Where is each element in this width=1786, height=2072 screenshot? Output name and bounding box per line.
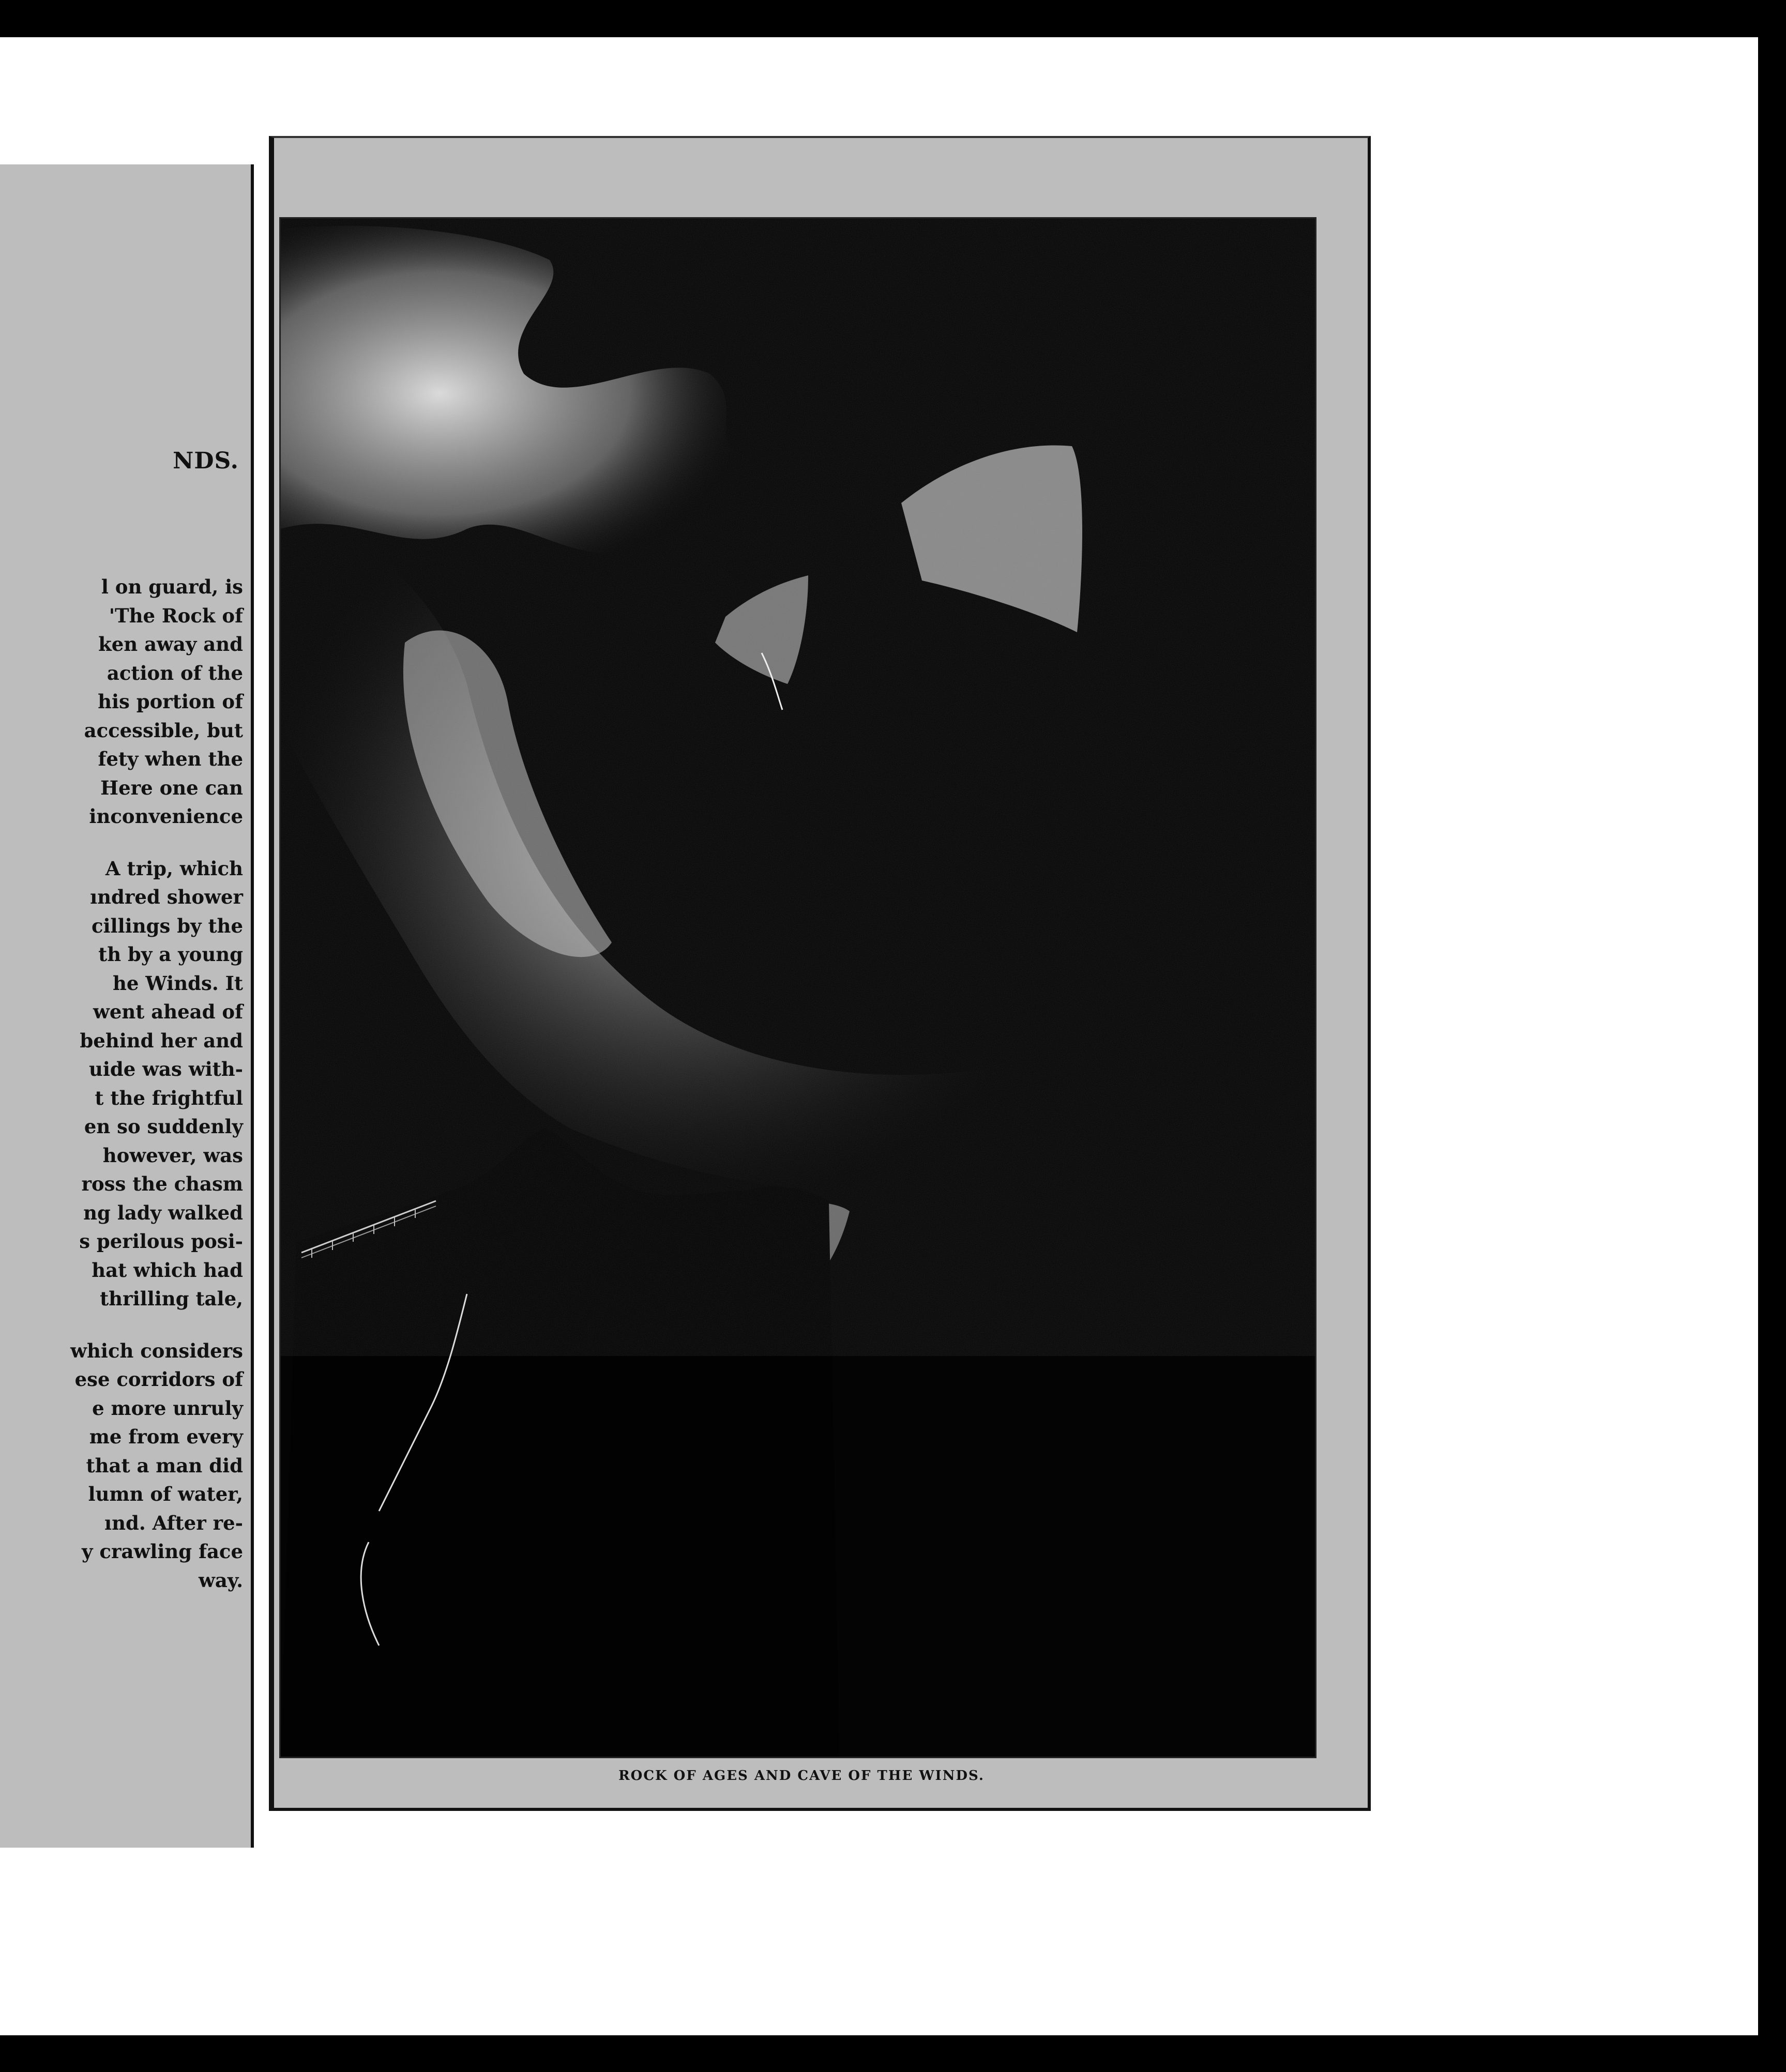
text-line: went ahead of (93, 1000, 243, 1023)
text-line: however, was (102, 1144, 243, 1167)
text-line: uide was with- (88, 1058, 243, 1080)
engraving-illustration (279, 217, 1316, 1758)
text-line: ross the chasm (81, 1172, 243, 1195)
text-line: A trip, which (105, 857, 243, 880)
body-text-lines (0, 573, 243, 1595)
text-line: t the frightful (95, 1086, 243, 1109)
text-line: way. (199, 1568, 243, 1592)
text-line: ınd. After re- (104, 1511, 243, 1534)
text-line: en so suddenly (84, 1115, 243, 1138)
text-line: which considers (70, 1339, 243, 1362)
text-line: l on guard, is (101, 575, 243, 598)
text-line: 'The Rock of (109, 604, 243, 627)
text-line: Here one can (100, 776, 243, 799)
text-line: action of the (107, 661, 243, 684)
text-line: me from every (89, 1425, 243, 1448)
text-line: ken away and (98, 633, 243, 656)
text-line: y crawling face (82, 1540, 243, 1563)
section-heading-fragment: NDS. (173, 448, 239, 474)
text-line: s perilous posi- (79, 1230, 243, 1253)
left-page (0, 164, 254, 1848)
text-line: inconvenience (89, 805, 243, 828)
text-line: cillings by the (91, 914, 243, 937)
paragraph-gap (0, 1314, 243, 1337)
text-line: ındred shower (90, 886, 243, 908)
text-line: e more unruly (92, 1396, 243, 1420)
text-line: lumn of water, (88, 1483, 243, 1505)
text-line: th by a young (98, 943, 243, 966)
text-line: he Winds. It (112, 971, 243, 995)
text-line: thrilling tale, (100, 1287, 243, 1310)
text-line: his portion of (98, 690, 243, 713)
text-line: fety when the (98, 748, 243, 770)
text-line: that a man did (86, 1454, 243, 1477)
text-line: accessible, but (84, 719, 243, 742)
text-line: hat which had (92, 1258, 243, 1282)
film-border (1758, 0, 1786, 2072)
illustration-caption: ROCK OF AGES AND CAVE OF THE WINDS. (618, 1768, 985, 1784)
text-line: ng lady walked (83, 1201, 243, 1224)
paragraph-gap (0, 831, 243, 855)
text-line: ese corridors of (74, 1368, 243, 1391)
text-line: behind her and (80, 1029, 243, 1052)
